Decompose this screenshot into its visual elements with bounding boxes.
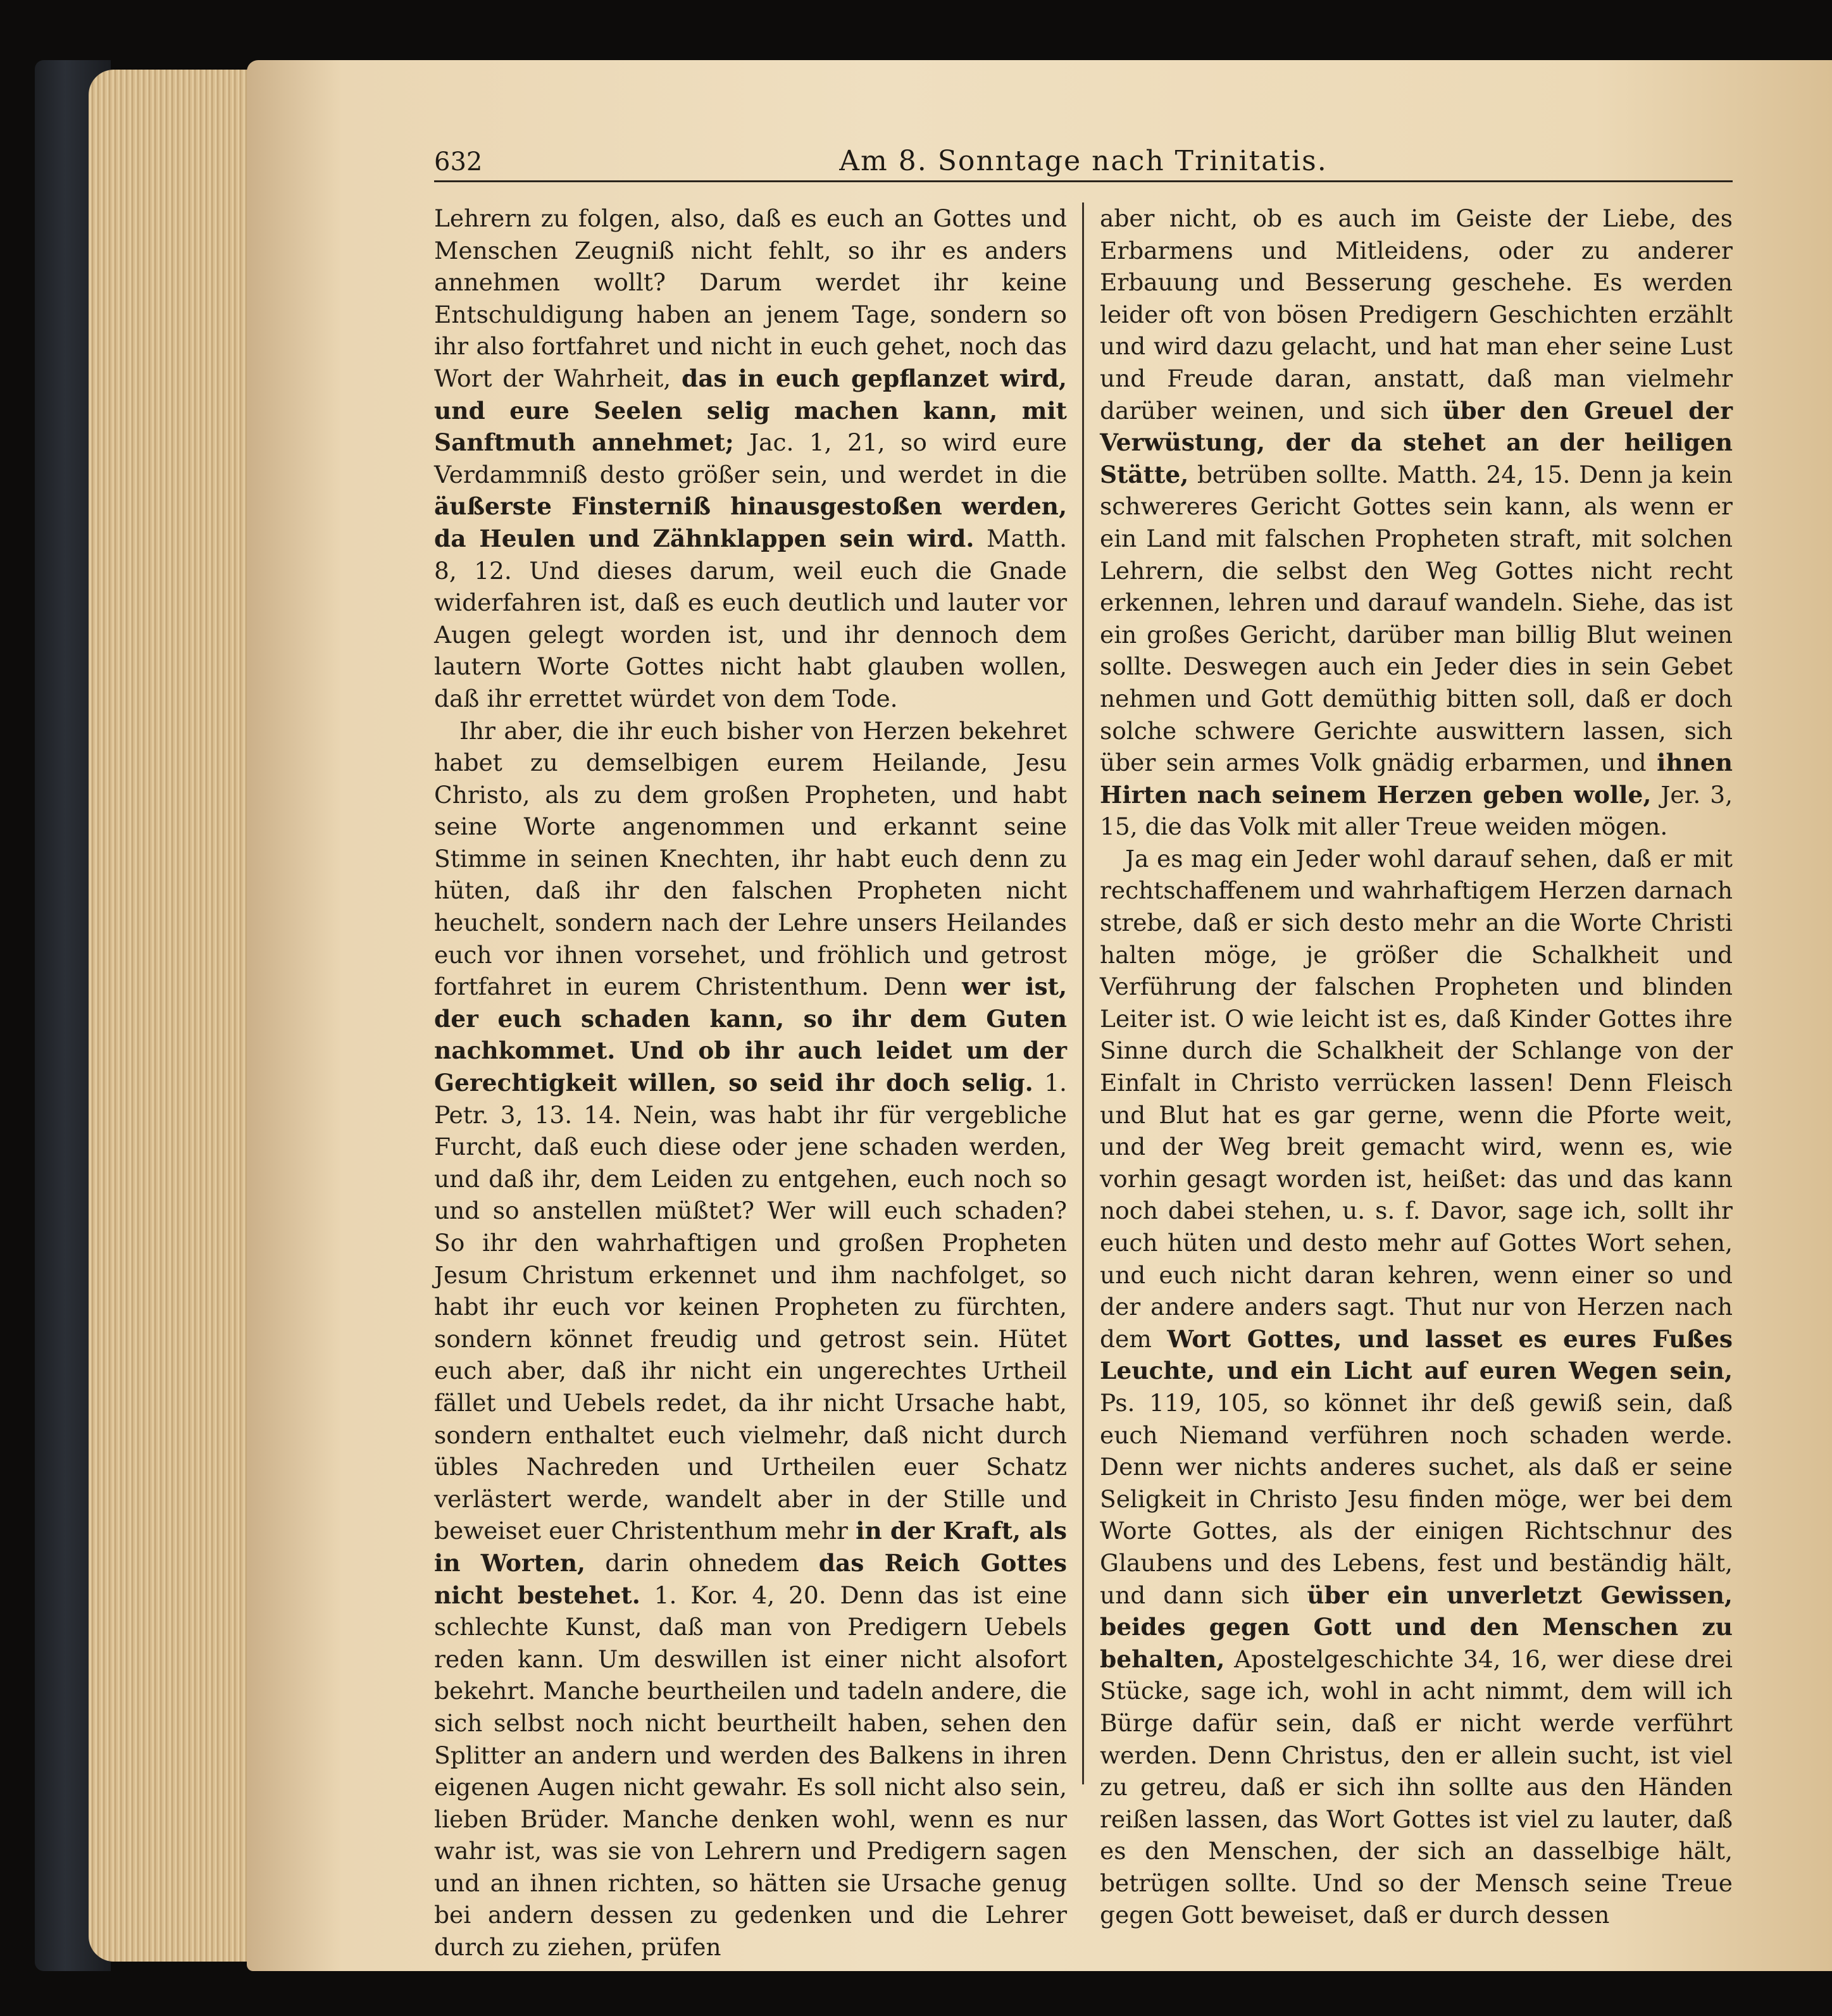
emphasized-text: äußerste Finsterniß hinausgestoßen werden, da Heulen und Zähnklappen sein wird. bbox=[434, 492, 1067, 552]
left-column bbox=[434, 202, 1067, 1963]
text-run: Matth. 8, 12. Und dieses darum, weil euch die Gnade widerfahren ist, daß es euch deutlich und lauter vor Augen gelegt worden ist, und ihr dennoch dem lautern Worte Gottes nicht habt glauben wollen, daß ihr errettet würdet von dem Tode. bbox=[434, 524, 1067, 712]
page-header bbox=[434, 142, 1733, 182]
emphasized-text: das in euch gepflanzet wird, und eure Seelen selig machen kann, mit Sanftmuth annehmet; bbox=[434, 364, 1067, 457]
text-run: Apostelgeschichte 34, 16, wer diese drei Stücke, sage ich, wohl in acht nimmt, dem will ich Bürge dafür sein, daß er nicht werde verführt werden. Denn Christus, den er allein sucht, ist viel zu getreu, daß er sich ihn sollte aus den Händen reißen lassen, das Wort Gottes ist viel zu lauter, daß es den Menschen, der sich an dasselbige hält, betrügen sollte. Und so der Mensch seine Treue gegen Gott beweiset, daß er durch dessen bbox=[1100, 1645, 1733, 1929]
right-paragraph-2 bbox=[1100, 843, 1733, 1931]
emphasized-text: über ein unverletzt Gewissen, beides gegen Gott und den Menschen zu behalten, bbox=[1100, 1581, 1733, 1673]
emphasized-text: über den Greuel der Verwüstung, der da stehet an der heiligen Stätte, bbox=[1100, 396, 1733, 488]
emphasized-text: Wort Gottes, und lasset es eures Fußes Leuchte, und ein Licht auf euren Wegen sein, bbox=[1100, 1324, 1733, 1385]
text-run: betrüben sollte. Matth. 24, 15. Denn ja kein schwereres Gericht Gottes sein kann, als wenn er ein Land mit falschen Propheten straft, mit solchen Lehrern, die selbst den Weg Gottes nicht recht erkennen, lehren und darauf wandeln. Siehe, das ist ein großes Gericht, darüber man billig Blut weinen sollte. Deswegen auch ein Jeder dies in sein Gebet nehmen und Gott demüthig bitten soll, daß er doch solche schwere Gerichte auswittern lassen, sich über sein armes Volk gnädig erbarmen, und bbox=[1100, 460, 1733, 777]
right-column bbox=[1100, 202, 1733, 1931]
text-run: Jer. 3, 15, die das Volk mit aller Treue weiden mögen. bbox=[1100, 780, 1733, 841]
text-run: darin ohnedem bbox=[585, 1548, 819, 1577]
text-run: Ja es mag ein Jeder wohl darauf sehen, daß er mit rechtschaffenem und wahrhaftigem Herzen darnach strebe, daß er sich desto mehr an die Worte Christi halten möge, je größer die Schalkheit und Verführung der falschen Propheten und blinden Leiter ist. O wie leicht ist es, daß Kinder Gottes ihre Sinne durch die Schalkheit der Schlange von der Einfalt in Christo verrücken lassen! Denn Fleisch und Blut hat es gar gerne, wenn die Pforte weit, und der Weg breit gemacht wird, wenn es, wie vorhin gesagt worden ist, heißet: das und das kann noch dabei stehen, u. s. f. Davor, sage ich, sollt ihr euch hüten und desto mehr auf Gottes Wort sehen, und euch nicht daran kehren, wenn einer so und der andere anders sagt. Thut nur von Herzen nach dem bbox=[1100, 844, 1733, 1353]
text-run: Ps. 119, 105, so könnet ihr deß gewiß sein, daß euch Niemand verführen noch schaden werde. Denn wer nichts anderes suchet, als daß er seine Seligkeit in Christo Jesu finden möge, wer bei dem Worte Gottes, als der einigen Richtschnur des Glaubens und des Lebens, fest und beständig hält, und dann sich bbox=[1100, 1388, 1733, 1609]
emphasized-text: in der Kraft, als in Worten, bbox=[434, 1517, 1067, 1577]
text-run: 1. Kor. 4, 20. Denn das ist eine schlechte Kunst, daß man von Predigern Uebels reden kann. Um deswillen ist einer nicht alsofort bekehrt. Manche beurtheilen und tadeln andere, die sich selbst noch nicht beurtheilt haben, sehen den Splitter an andern und werden des Balkens in ihren eigenen Augen nicht gewahr. Es soll nicht also sein, lieben Brüder. Manche denken wohl, wenn es nur wahr ist, was sie von Lehrern und Predigern sagen und an ihnen richten, so hätten sie Ursache genug bei andern dessen zu gedenken und die Lehrer durch zu ziehen, prüfen bbox=[434, 1581, 1068, 1962]
running-head: Am 8. Sonntage nach Trinitatis. bbox=[839, 145, 1328, 177]
emphasized-text: das Reich Gottes nicht bestehet. bbox=[434, 1548, 1067, 1609]
text-run: aber nicht, ob es auch im Geiste der Liebe, des Erbarmens und Mitleidens, oder zu anderer Erbauung und Besserung geschehe. Es werden leider oft von bösen Predigern Geschichten erzählt und wird dazu gelacht, und hat man eher seine Lust und Freude daran, anstatt, daß man vielmehr darüber weinen, und sich bbox=[1100, 204, 1733, 425]
left-paragraph-2 bbox=[434, 715, 1067, 1963]
text-run: Ihr aber, die ihr euch bisher von Herzen bekehret habet zu demselbigen eurem Heilande, Jesu Christo, als zu dem großen Propheten, und habt seine Worte angenommen und erkannt seine Stimme in seinen Knechten, ihr habt euch denn zu hüten, daß ihr den falschen Propheten nicht heuchelt, sondern nach der Lehre unsers Heilandes euch vor ihnen vorsehet, und fröhlich und getrost fortfahret in eurem Christenthum. Denn bbox=[434, 716, 1067, 1001]
emphasized-text: ihnen Hirten nach seinem Herzen geben wolle, bbox=[1100, 749, 1733, 809]
emphasized-text: wer ist, der euch schaden kann, so ihr dem Guten nachkommet. Und ob ihr auch leidet um der Gerechtigkeit willen, so seid ihr doch selig. bbox=[434, 973, 1067, 1097]
right-paragraph-1 bbox=[1100, 202, 1733, 843]
page-number: 632 bbox=[434, 147, 483, 177]
text-run: Lehrern zu folgen, also, daß es euch an Gottes und Menschen Zeugniß nicht fehlt, so ihr es anders annehmen wollt? Darum werdet ihr keine Entschuldigung haben an jenem Tage, sondern so ihr also fortfahret und nicht in euch gehet, noch das Wort der Wahrheit, bbox=[434, 204, 1067, 392]
text-run: 1. Petr. 3, 13. 14. Nein, was habt ihr für vergebliche Furcht, daß euch diese oder jene schaden werden, und daß ihr, dem Leiden zu entgehen, euch noch so und so anstellen müßtet? Wer will euch schaden? So ihr den wahrhaftigen und großen Propheten Jesum Christum erkennet und ihm nachfolget, so habt ihr euch vor keinen Propheten zu fürchten, sondern könnet freudig und getrost sein. Hütet euch aber, daß ihr nicht ein ungerechtes Urtheil fället und Uebels redet, da ihr nicht Ursache habt, sondern enthaltet euch vielmehr, daß nicht durch übles Nachreden und Urtheilen euer Schatz verlästert werde, wandelt aber in der Stille und beweiset euer Christenthum mehr bbox=[434, 1069, 1067, 1545]
column-divider bbox=[1082, 202, 1084, 1784]
text-run: Jac. 1, 21, so wird eure Verdammniß desto größer sein, und werdet in die bbox=[434, 428, 1067, 488]
left-paragraph-1 bbox=[434, 202, 1067, 715]
